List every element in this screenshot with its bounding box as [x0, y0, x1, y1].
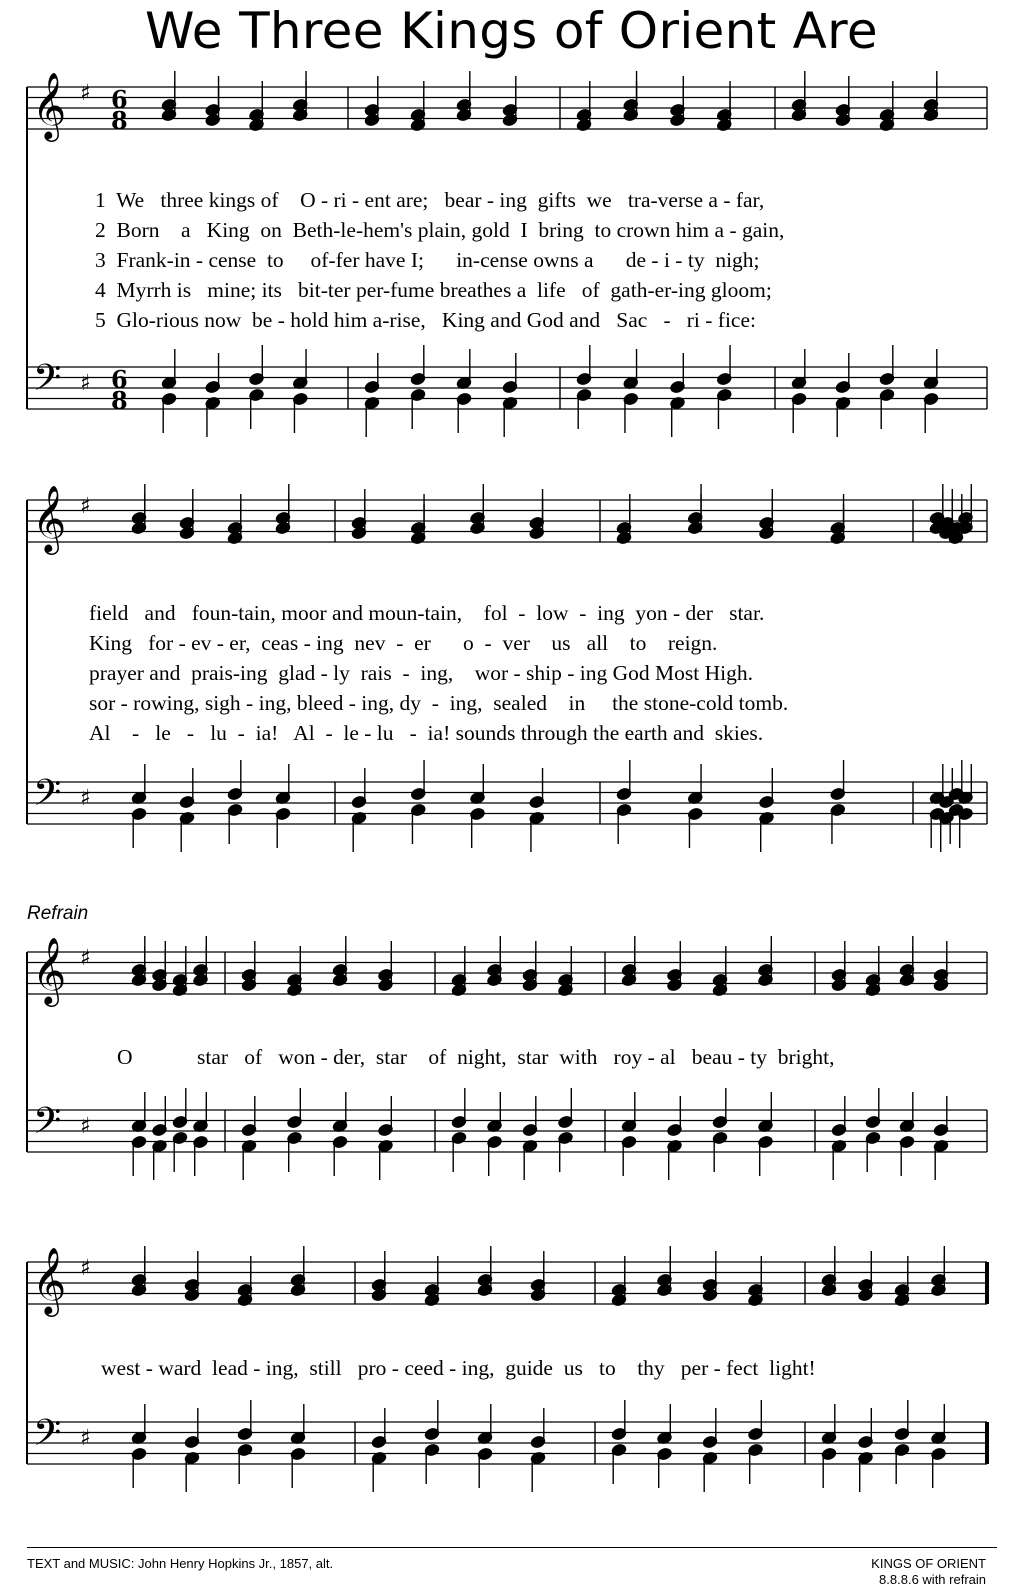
system-1-treble-time-bottom: 8	[111, 106, 128, 135]
verse-line-1-cont: field and foun-tain, moor and moun-tain, fol - low - ing yon - der star.	[89, 601, 765, 625]
verse-line-5-cont: Al - le - lu - ia! Al - le - lu - ia! sounds through the earth and skies.	[89, 721, 764, 745]
tune-name: KINGS OF ORIENT	[871, 1556, 986, 1571]
verse-line-3: 3 Frank-in - cense to of-fer have I; in-cense owns a de - i - ty nigh;	[95, 248, 760, 272]
verse-line-4: 4 Myrrh is mine; its bit-ter per-fume breathes a life of gath-er-ing gloom;	[95, 278, 772, 302]
system-3-bass-key-sharp: ♯	[80, 1114, 91, 1139]
hymn-title: We Three Kings of Orient Are	[145, 2, 878, 60]
system-4-treble-clef: 𝄞	[32, 1246, 67, 1314]
system-2-treble-key-sharp: ♯	[80, 494, 91, 519]
system-3-bass-clef: 𝄢	[33, 1100, 62, 1151]
system-1-bass-clef: 𝄢	[33, 357, 62, 408]
system-1-bass-key-sharp: ♯	[80, 371, 91, 396]
credit-text: TEXT and MUSIC: John Henry Hopkins Jr., 1857, alt.	[27, 1556, 334, 1571]
system-3-treble-clef: 𝄞	[32, 936, 67, 1004]
refrain-line-1: O star of won - der, star of night, star with roy - al beau - ty bright,	[117, 1045, 835, 1069]
system-4-bass-clef: 𝄢	[33, 1412, 62, 1463]
tune-meter: 8.8.8.6 with refrain	[879, 1572, 986, 1587]
verse-line-1: 1 We three kings of O - ri - ent are; bear - ing gifts we tra-verse a - far,	[95, 188, 765, 212]
system-4-bass-key-sharp: ♯	[80, 1426, 91, 1451]
system-2-bass-key-sharp: ♯	[80, 786, 91, 811]
system-2-treble-clef: 𝄞	[32, 484, 67, 552]
verse-line-5: 5 Glo-rious now be - hold him a-rise, King and God and Sac - ri - fice:	[95, 308, 756, 332]
system-1-bass-time-top: 6	[111, 365, 128, 394]
system-1-bass-time-bottom: 8	[111, 386, 128, 415]
verse-line-2-cont: King for - ev - er, ceas - ing nev - er o - ver us all to reign.	[89, 631, 718, 655]
verse-line-3-cont: prayer and prais-ing glad - ly rais - ing, wor - ship - ing God Most High.	[89, 661, 754, 685]
refrain-label: Refrain	[27, 903, 89, 924]
system-3-treble-key-sharp: ♯	[80, 946, 91, 971]
system-1-treble-clef: 𝄞	[32, 71, 67, 139]
system-4-treble-key-sharp: ♯	[80, 1256, 91, 1281]
footer-rule	[27, 1547, 997, 1548]
system-1-treble-key-sharp: ♯	[80, 81, 91, 106]
refrain-line-2: west - ward lead - ing, still pro - ceed - ing, guide us to thy per - fect light!	[101, 1356, 816, 1380]
verse-line-4-cont: sor - rowing, sigh - ing, bleed - ing, dy - ing, sealed in the stone-cold tomb.	[89, 691, 789, 715]
system-2-bass-clef: 𝄢	[33, 772, 62, 823]
verse-line-2: 2 Born a King on Beth-le-hem's plain, gold I bring to crown him a - gain,	[95, 218, 785, 242]
tune-info	[871, 1556, 986, 1588]
system-1-treble-time-top: 6	[111, 85, 128, 114]
